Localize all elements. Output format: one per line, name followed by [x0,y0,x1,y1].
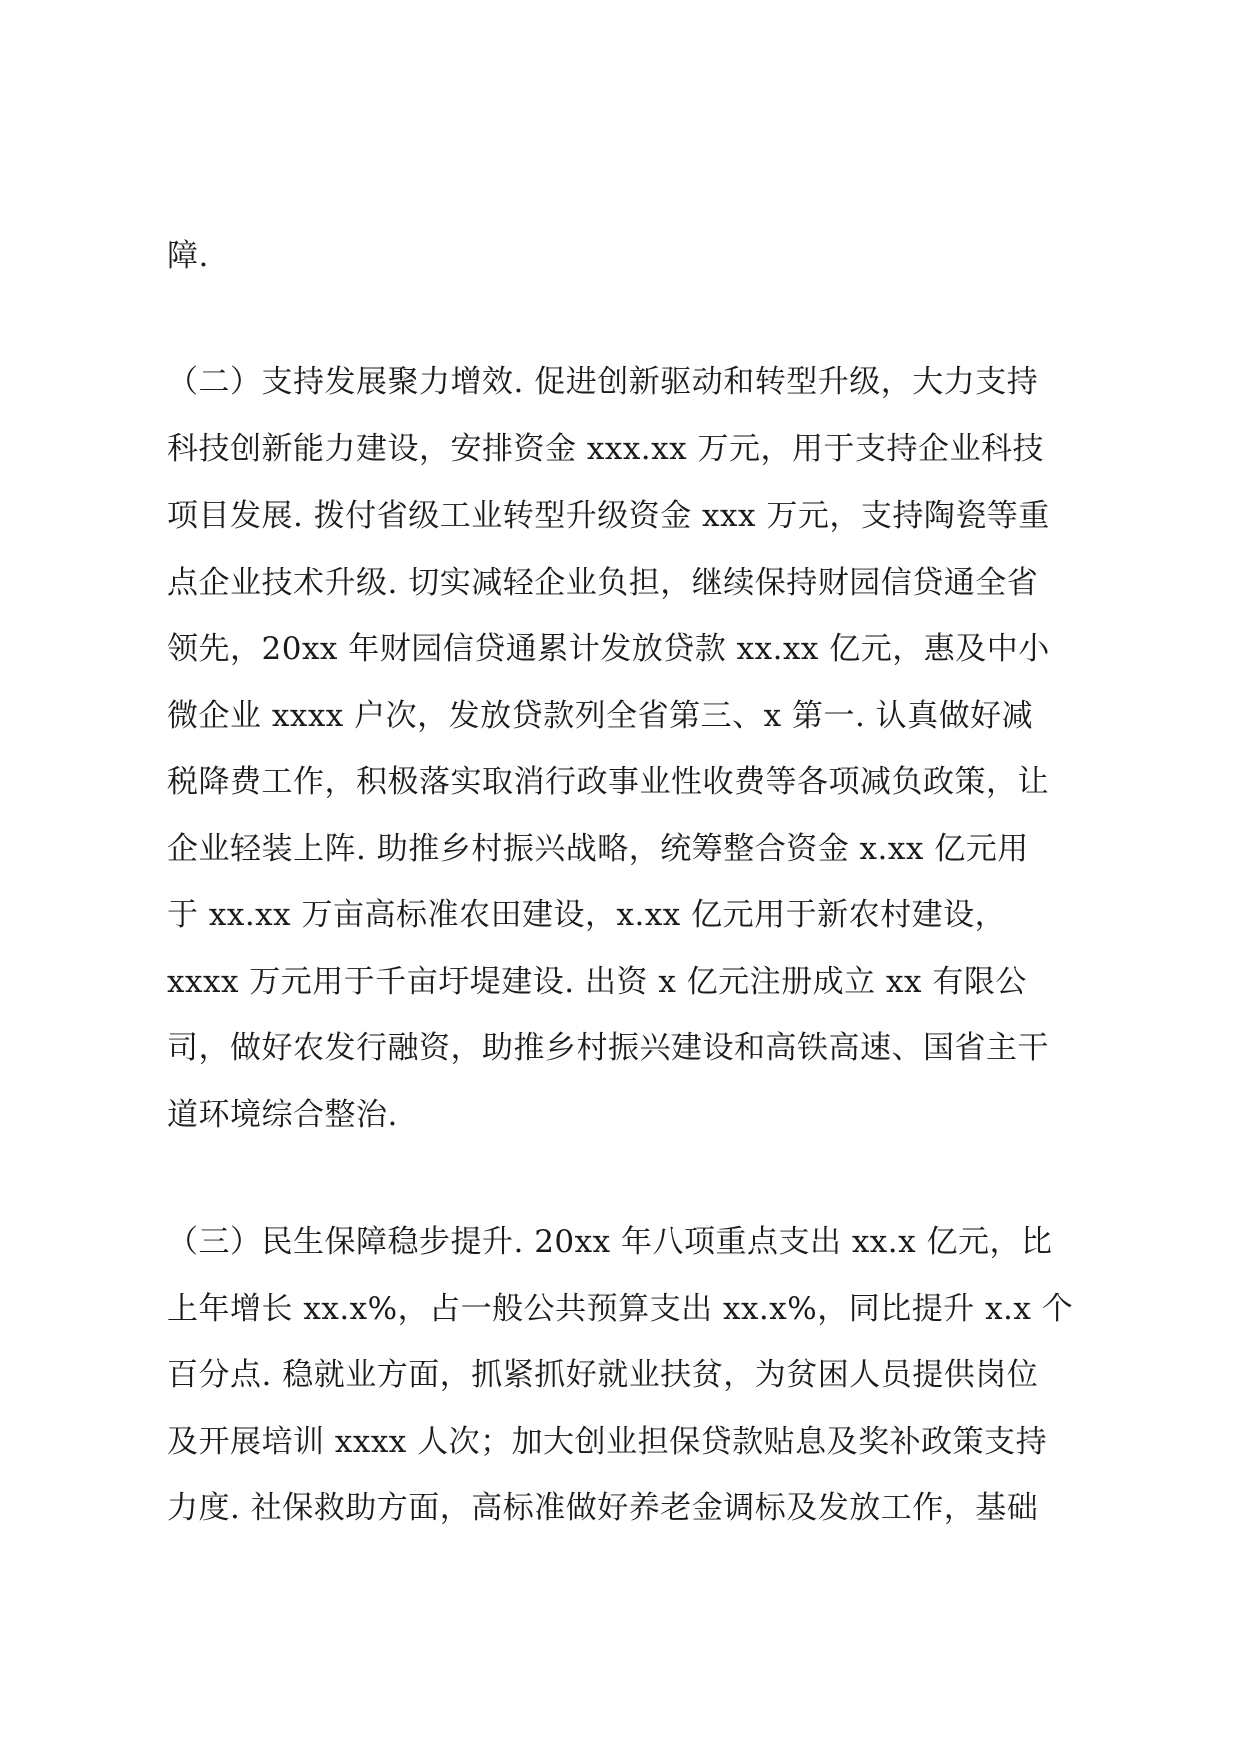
text-line: 微企业 xxxx 户次，发放贷款列全省第三、x 第一. 认真做好减 [167,698,1034,734]
text-line: （二）支持发展聚力增效. 促进创新驱动和转型升级，大力支持 [167,364,1039,400]
text-line: 百分点. 稳就业方面，抓紧抓好就业扶贫，为贫困人员提供岗位 [167,1357,1039,1393]
text-line: 于 xx.xx 万亩高标准农田建设，x.xx 亿元用于新农村建设， [167,897,1007,933]
text-line: 上年增长 xx.x%，占一般公共预算支出 xx.x%，同比提升 x.x 个 [167,1291,1074,1327]
text-line: xxxx 万元用于千亩圩堤建设. 出资 x 亿元注册成立 xx 有限公 [167,964,1027,1000]
text-line: 及开展培训 xxxx 人次；加大创业担保贷款贴息及奖补政策支持 [167,1424,1048,1460]
text-line: 项目发展. 拨付省级工业转型升级资金 xxx 万元，支持陶瓷等重 [167,498,1050,534]
text-line: （三）民生保障稳步提升. 20xx 年八项重点支出 xx.x 亿元，比 [167,1224,1053,1260]
text-line: 障. [167,238,209,274]
text-line: 科技创新能力建设，安排资金 xxx.xx 万元，用于支持企业科技 [167,431,1044,467]
text-line: 点企业技术升级. 切实减轻企业负担，继续保持财园信贷通全省 [167,565,1039,601]
text-line: 力度. 社保救助方面，高标准做好养老金调标及发放工作，基础 [167,1490,1039,1526]
text-line: 税降费工作，积极落实取消行政事业性收费等各项减负政策，让 [167,764,1049,800]
text-line: 企业轻装上阵. 助推乡村振兴战略，统筹整合资金 x.xx 亿元用 [167,831,1029,867]
text-line: 领先，20xx 年财园信贷通累计发放贷款 xx.xx 亿元，惠及中小 [167,631,1050,667]
text-line: 道环境综合整治. [167,1097,398,1133]
text-line: 司，做好农发行融资，助推乡村振兴建设和高铁高速、国省主干 [167,1030,1049,1066]
